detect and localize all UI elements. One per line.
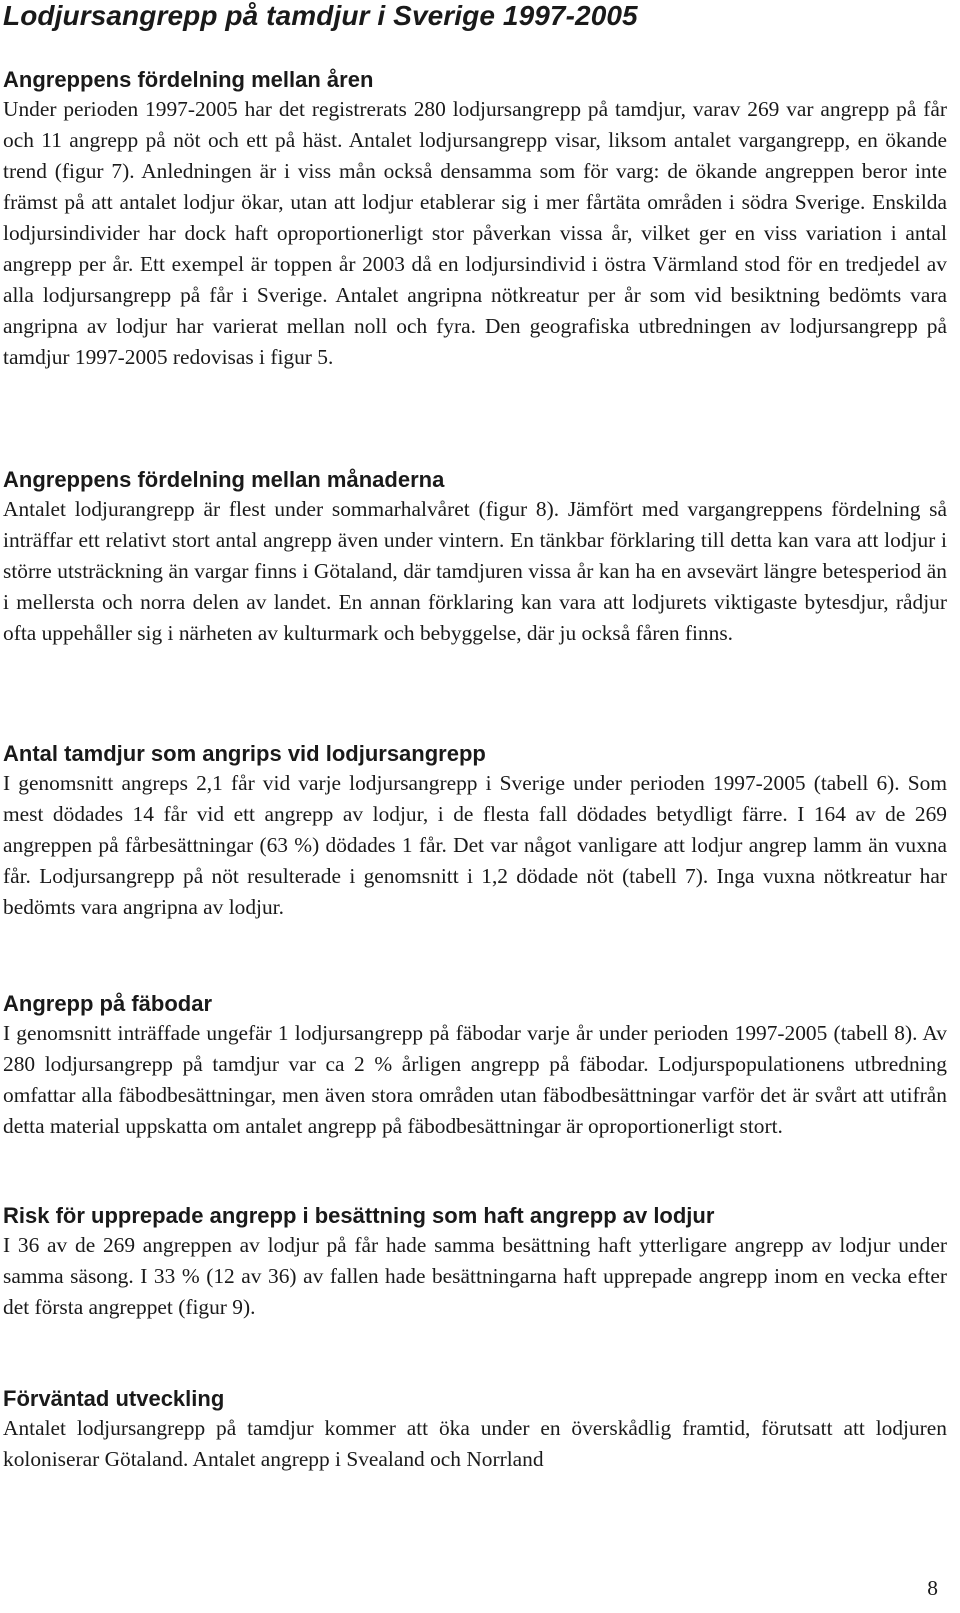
- section-body: I genomsnitt inträffade ungefär 1 lodjursangrepp på fäbodar varje år under perioden 1997-2005 (tabell 8). Av 280 lodjursangrepp på tamdjur var ca 2 % årligen angrepp på fäbodar. Lodjurspopulationens utbredning omfattar alla fäbodbesättningar, men även stora områden utan fäbodbesättningar varför det är svårt att utifrån detta material uppskatta om antalet angrepp på fäbodbesättningar är oproportionerligt stort.: [3, 1021, 947, 1138]
- section-heading: Angrepp på fäbodar: [3, 991, 213, 1016]
- section-body: I 36 av de 269 angreppen av lodjur på får hade samma besättning haft ytterligare angrepp av lodjur under samma säsong. I 33 % (12 av 36) av fallen hade besättningarna haft upprepade angrepp inom en vecka efter det första angreppet (figur 9).: [3, 1233, 947, 1319]
- section-repeated-attacks: [3, 1202, 947, 1323]
- section-body: I genomsnitt angreps 2,1 får vid varje lodjursangrepp i Sverige under perioden 1997-2005 (tabell 6). Som mest dödades 14 får vid ett angrepp av lodjur, i de flesta fall dödades betydligt färre. I 164 av de 269 angreppen på fårbesättningar (63 %) dödades 1 får. Det var något vanligare att lodjur angrep lamm än vuxna får. Lodjursangrepp på nöt resulterade i genomsnitt i 1,2 dödade nöt (tabell 7). Inga vuxna nötkreatur har bedömts vara angripna av lodjur.: [3, 771, 947, 919]
- section-attacks-by-year: [3, 66, 947, 373]
- section-body: Antalet lodjursangrepp på tamdjur kommer att öka under en överskådlig framtid, förutsatt att lodjuren koloniserar Götaland. Antalet angrepp i Svealand och Norrland: [3, 1416, 947, 1471]
- section-attacks-by-month: [3, 466, 947, 649]
- page-number: 8: [927, 1576, 938, 1600]
- section-body: Under perioden 1997-2005 har det registrerats 280 lodjursangrepp på tamdjur, varav 269 var angrepp på får och 11 angrepp på nöt och ett på häst. Antalet lodjursangrepp visar, liksom antalet vargangrepp, en ökande trend (figur 7). Anledningen är i viss mån också densamma som för varg: de ökande angreppen beror inte främst på att antalet lodjur ökar, utan att lodjur etablerar sig i mer fårtäta områden i södra Sverige. Enskilda lodjursindivider har dock haft oproportionerligt stor påverkan vissa år, vilket ger en viss variation i antal angrepp per år. Ett exempel är toppen år 2003 då en lodjursindivid i östra Värmland stod för en tredjedel av alla lodjursangrepp på får i Sverige. Antalet angripna nötkreatur per år som vid besiktning bedömts vara angripna av lodjur har varierat mellan noll och fyra. Den geografiska utbredningen av lodjursangrepp på tamdjur 1997-2005 redovisas i figur 5.: [3, 97, 947, 369]
- section-heading: Angreppens fördelning mellan åren: [3, 67, 374, 92]
- section-expected-development: [3, 1385, 947, 1475]
- section-heading: Risk för upprepade angrepp i besättning som haft angrepp av lodjur: [3, 1203, 715, 1228]
- section-heading: Angreppens fördelning mellan månaderna: [3, 467, 445, 492]
- section-body: Antalet lodjurangrepp är flest under sommarhalvåret (figur 8). Jämfört med vargangreppens fördelning så inträffar ett relativt stort antal angrepp även under vintern. En tänkbar förklaring till detta kan vara att lodjur i större utsträckning än vargar finns i Götaland, där tamdjuren vissa år kan ha en avsevärt längre betesperiod än i mellersta och norra delen av landet. En annan förklaring kan vara att lodjurets viktigaste bytesdjur, rådjur ofta uppehåller sig i närheten av kulturmark och bebyggelse, där ju också fåren finns.: [3, 497, 947, 645]
- section-summer-farms: [3, 990, 947, 1142]
- section-heading: Antal tamdjur som angrips vid lodjursangrepp: [3, 741, 486, 766]
- document-title: Lodjursangrepp på tamdjur i Sverige 1997-2005: [3, 0, 638, 31]
- section-livestock-per-attack: [3, 740, 947, 923]
- section-heading: Förväntad utveckling: [3, 1386, 225, 1411]
